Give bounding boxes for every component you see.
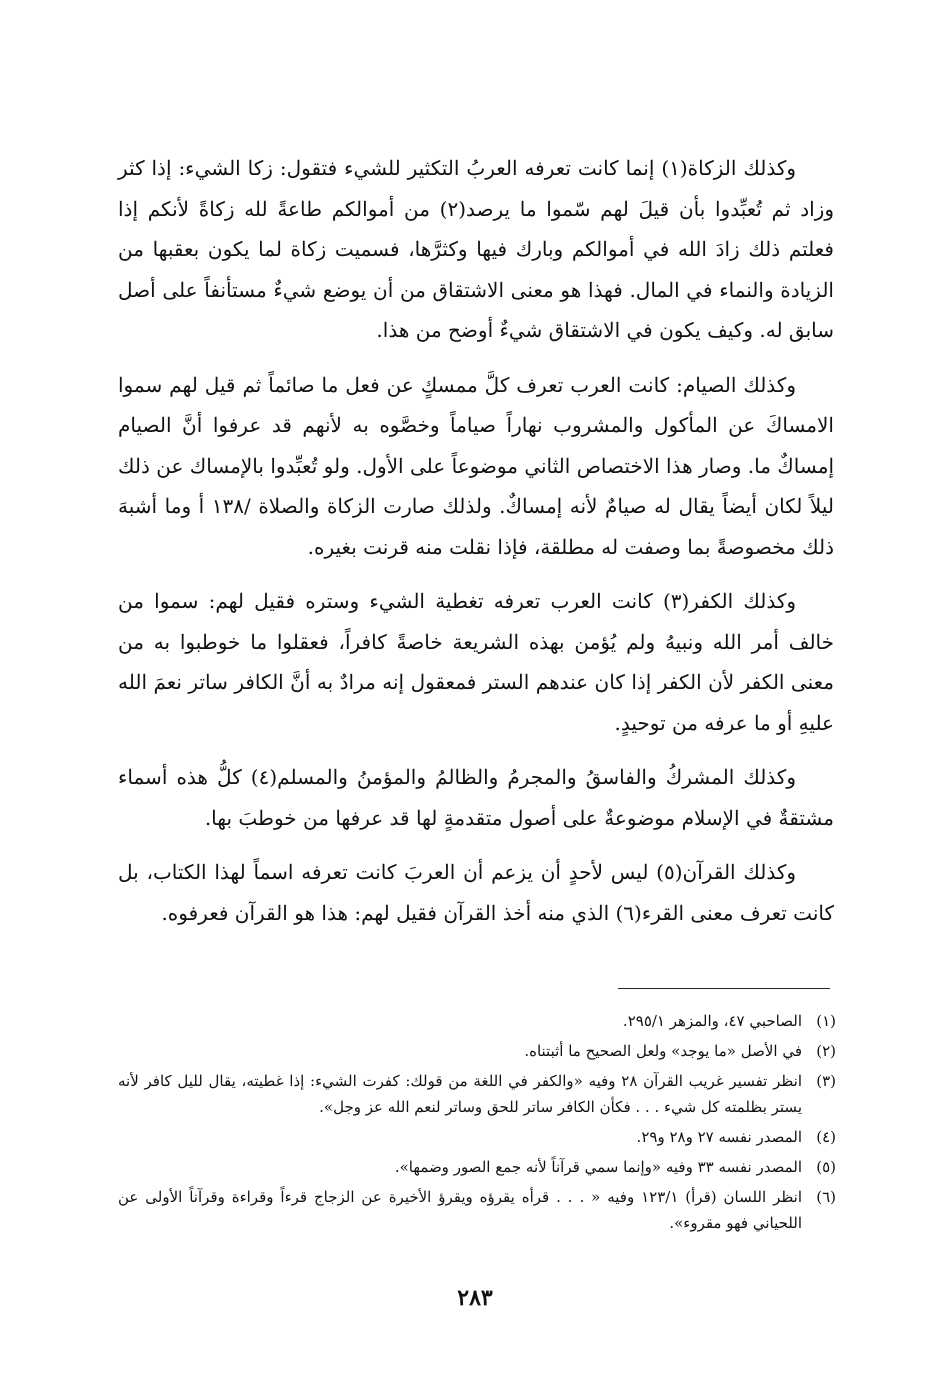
main-text [118, 148, 834, 947]
footnote-number: (٢) [816, 1042, 836, 1060]
footnote-number: (١) [816, 1012, 836, 1030]
paragraph-kufr: وكذلك الكفر(٣) كانت العرب تعرفه تغطية الشيء وستره فقيل لهم: سموا من خالف أمر الله ونبيهُ ولم يُؤمن بهذه الشريعة خاصةً كافراً، فعقلوا ما خوطبوا به من معنى الكفر لأن الكفر إذا كان عندهم الستر فمعقول إنه مرادٌ به أنَّ الكافر ساتر نعمَ الله عليهِ أو ما عرفه من توحيدٍ. [118, 589, 834, 735]
footnote-4 [118, 1124, 836, 1150]
footnote-6 [118, 1184, 836, 1236]
page-number: ٢٨٣ [457, 1285, 493, 1311]
footnote-1 [118, 1008, 836, 1034]
footnote-text: في الأصل «ما يوجد» ولعل الصحيح ما أثبتناه. [524, 1042, 802, 1060]
paragraph-mushrik: وكذلك المشركُ والفاسقُ والمجرمُ والظالمُ والمؤمنُ والمسلم(٤) كلُّ هذه أسماء مشتقةٌ في الإسلام موضوعةٌ على أصول متقدمةٍ لها قد عرفها من خوطبَ بها. [118, 765, 834, 830]
footnote-number: (٣) [816, 1072, 836, 1090]
footnote-3 [118, 1068, 836, 1120]
footnotes [118, 1008, 836, 1240]
paragraph-zakat: وكذلك الزكاة(١) إنما كانت تعرفه العربُ التكثير للشيء فتقول: زكا الشيء: إذا كثر وزاد ثم تُعبِّدوا بأن قيلَ لهم سّموا ما يرصد(٢) من أموالكم طاعةً لله زكاةً لأنكم إذا فعلتم ذلك زادَ الله في أموالكم وبارك فيها وكثرَّها، فسميت زكاة لما يكون بعقبها من الزيادة والنماء في المال. فهذا هو معنى الاشتقاق من أن يوضع شيءٌ مستأنفاً على أصل سابق له. وكيف يكون في الاشتقاق شيءٌ أوضح من هذا. [118, 156, 834, 342]
paragraph-quran: وكذلك القرآن(٥) ليس لأحدٍ أن يزعم أن العربَ كانت تعرفه اسماً لهذا الكتاب، بل كانت تعرف معنى القرء(٦) الذي منه أخذ القرآن فقيل لهم: هذا هو القرآن فعرفوه. [118, 860, 834, 925]
footnote-5 [118, 1154, 836, 1180]
footnote-text: انظر تفسير غريب القرآن ٢٨ وفيه «والكفر في اللغة من قولك: كفرت الشيء: إذا غطيته، يقال لليل كافر لأنه يستر بظلمته كل شيء . . . فكأن الكافر ساتر للحق وساتر لنعم الله عز وجل». [118, 1072, 802, 1116]
footnote-number: (٦) [816, 1188, 837, 1206]
footnote-text: المصدر نفسه ٣٣ وفيه «وإنما سمي قرآناً لأنه جمع الصور وضمها». [394, 1158, 802, 1176]
footnote-text: انظر اللسان (قرأ) ١٢٣/١ وفيه « . . . قرأه يقرؤه ويقرؤ الأخيرة عن الزجاج قرءاً وقراءة وقرآناً الأولى عن اللحياني فهو مقروء». [118, 1188, 803, 1232]
footnote-text: الصاحبي ٤٧، والمزهر ٢٩٥/١. [622, 1012, 802, 1030]
footnote-2 [118, 1038, 836, 1064]
footnote-number: (٤) [816, 1128, 836, 1146]
footnote-divider [618, 988, 830, 989]
footnote-number: (٥) [816, 1158, 836, 1176]
paragraph-siyam: وكذلك الصيام: كانت العرب تعرف كلَّ ممسكٍ عن فعل ما صائماً ثم قيل لهم سموا الامساكَ عن المأكول والمشروب نهاراً صياماً وخصَّوه به لأنهم قد عرفوا أنَّ الصيام إمساكٌ ما. وصار هذا الاختصاص الثاني موضوعاً على الأول. ولو تُعبِّدوا بالإمساك عن ذلك ليلاً لكان أيضاً يقال له صيامٌ لأنه إمساكٌ. ولذلك صارت الزكاة والصلاة /١٣٨ أ وما أشبهَ ذلك مخصوصةً بما وصفت له مطلقة، فإذا نقلت منه قرنت بغيره. [118, 372, 834, 559]
footnote-text: المصدر نفسه ٢٧ و٢٨ و٢٩. [636, 1128, 802, 1146]
